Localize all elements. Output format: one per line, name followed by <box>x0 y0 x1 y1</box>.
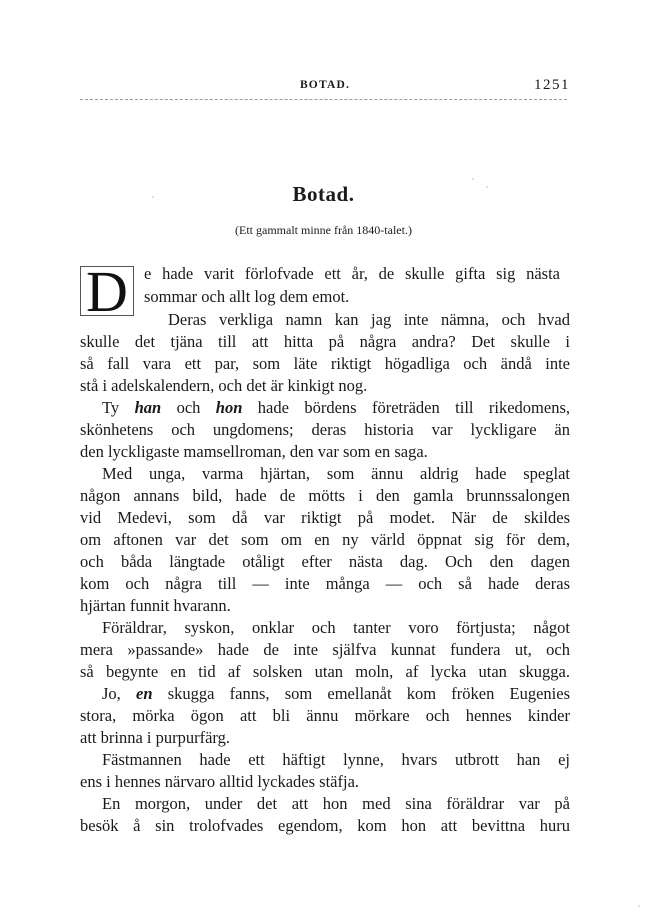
paper-speck <box>486 186 488 188</box>
text-line: Föräldrar, syskon, onklar och tanter voro förtjusta; något <box>102 618 570 637</box>
text-line: ens i hennes närvaro alltid lyckades stäfja. <box>80 772 360 791</box>
text-line: skönhetens och ungdomens; deras historia var lyckligare än <box>80 420 570 439</box>
text-line <box>80 683 570 705</box>
text-line: så fall vara ett par, som läte riktigt högadliga och ändå inte <box>80 354 570 373</box>
text-fragment: hade bördens företräden till rikedomens, <box>242 398 570 417</box>
text-fragment: Ty <box>102 398 135 417</box>
text-line <box>80 397 570 419</box>
text-line: sommar och allt log dem emot. <box>144 287 350 306</box>
text-line: stå i adelskalendern, och det är kinkigt nog. <box>80 376 368 395</box>
text-line: den lyckligaste mamsellroman, den var som en saga. <box>80 442 428 461</box>
text-fragment: och <box>161 398 216 417</box>
text-line: någon annans bild, hade de mötts i den gamla brunnssalongen <box>80 486 570 505</box>
emphasis-en: en <box>136 684 153 703</box>
running-title: BOTAD. <box>299 79 351 91</box>
text-line: kom och några till — inte många — och så hade deras <box>80 574 570 593</box>
story-title: Botad. <box>292 182 355 206</box>
text-line: och båda längtade otåligt efter nästa dag. Och den dagen <box>80 552 570 571</box>
text-line: mera »passande» hade de inte själfva kunnat fundera ut, och <box>80 640 570 659</box>
drop-cap-letter: D <box>86 259 128 324</box>
text-line: att brinna i purpurfärg. <box>80 728 230 747</box>
emphasis-hon: hon <box>215 398 243 417</box>
running-head <box>80 79 570 95</box>
text-line: skulle det tjäna till att hitta på några andra? Det skulle i <box>80 332 570 351</box>
paper-speck <box>152 196 154 198</box>
text-line: vid Medevi, som då var riktigt på modet. När de skildes <box>80 508 570 527</box>
text-fragment: Jo, <box>102 684 136 703</box>
header-rule <box>80 99 567 100</box>
text-line: besök å sin trolofvades egendom, kom hon att bevittna huru <box>80 816 570 835</box>
text-fragment: skugga fanns, som emellanåt kom fröken Eugenies <box>152 684 571 703</box>
drop-cap-frame <box>80 259 134 324</box>
page-number: 1251 <box>534 77 570 93</box>
text-line: Fästmannen hade ett häftigt lynne, hvars utbrott han ej <box>102 750 570 769</box>
text-line: hjärtan funnit hvarann. <box>80 596 231 615</box>
text-line: stora, mörka ögon att bli ännu mörkare och hennes kinder <box>80 706 570 725</box>
text-line: om aftonen var det som om en ny värld öppnat sig för dem, <box>80 530 570 549</box>
paper-speck <box>638 905 640 907</box>
paper-speck <box>472 178 474 180</box>
text-line: Med unga, varma hjärtan, som ännu aldrig hade speglat <box>102 464 570 483</box>
text-line: så begynte en tid af solsken utan moln, af lycka utan skugga. <box>80 662 570 681</box>
text-line: Deras verkliga namn kan jag inte nämna, och hvad <box>168 310 570 329</box>
emphasis-han: han <box>134 398 162 417</box>
story-subtitle: (Ett gammalt minne från 1840-talet.) <box>235 223 412 237</box>
text-line: e hade varit förlofvade ett år, de skulle gifta sig nästa <box>144 264 560 283</box>
text-line: En morgon, under det att hon med sina föräldrar var på <box>102 794 570 813</box>
